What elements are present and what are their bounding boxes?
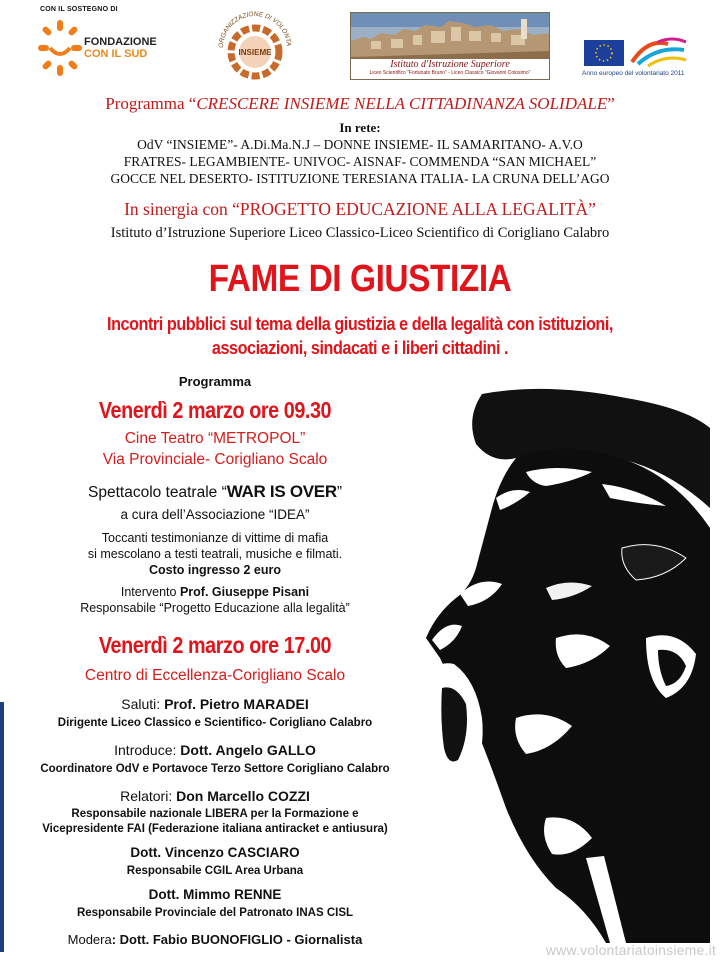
eu-flag-icon [584,40,624,66]
svg-text:ORGANIZZAZIONE DI VOLONTARIATO: ORGANIZZAZIONE DI VOLONTA [217,10,292,49]
event2-date: Venerdì 2 marzo ore 17.00 [98,632,332,658]
istituto-istruzione-superiore-logo [350,12,550,80]
event1-cost: Costo ingresso 2 euro [149,563,281,577]
speaker-renne: Dott. Mimmo RENNE [148,887,282,902]
odv-insieme-logo [205,8,305,84]
event1-curated-by: a cura dell’Associazione “IDEA” [120,507,310,522]
network-line: FRATRES- LEGAMBIENTE- UNIVOC- AISNAF- COMMENDA “SAN MICHAEL” [123,154,597,169]
greetings-role: Dirigente Liceo Classico e Scientifico- Corigliano Calabro [57,717,373,729]
event-subtitle: Incontri pubblici sul tema della giustizia e della legalità con istituzioni, associazioni, sindacati e i liberi cittadini . [107,314,613,358]
fcs-support-text: CON IL SOSTEGNO DI [40,6,118,13]
moderator: Modera: Dott. Fabio BUONOFIGLIO - Giornalista [67,932,363,947]
event1-description: Toccanti testimonianze di vittime di mafia si mescolano a testi teatrali, musiche e filmati. Costo ingresso 2 euro [20,530,410,578]
program-heading: Programma [178,374,252,389]
speaker-renne-role: Responsabile Provinciale del Patronato INAS CISL [76,907,354,919]
fondazione-con-il-sud-logo [34,6,184,82]
eu-year-caption: Anno europeo del volontariato 2011 [582,70,685,77]
network-line: GOCCE NEL DESERTO- ISTITUZIONE TERESIANA ITALIA- LA CRUNA DELL’AGO [110,171,610,186]
institute-line: Istituto d’Istruzione Superiore Liceo Classico-Liceo Scientifico di Corigliano Calabro [110,225,610,241]
programme-title: Programma “CRESCERE INSIEME NELLA CITTADINANZA SOLIDALE” [105,94,615,113]
event-title: FAME DI GIUSTIZIA [208,258,512,300]
event1-date: Venerdì 2 marzo ore 09.30 [98,397,332,423]
european-year-volunteering-logo [582,40,697,80]
network-heading: In rete: [339,120,381,135]
insieme-circle-icon [205,8,305,84]
town-panorama-icon [351,13,550,63]
volunteering-swoosh-icon [628,36,690,68]
screaming-face-photo [396,388,710,943]
speaker-casciaro-role: Responsabile CGIL Area Urbana [126,865,304,877]
website-watermark: www.volontariatoinsieme.it [545,942,716,958]
event2-venue: Centro di Eccellenza-Corigliano Scalo [84,667,346,684]
greetings-speaker: Saluti: Prof. Pietro MARADEI [121,696,309,712]
introduction-role: Coordinatore OdV e Portavoce Terzo Settore Corigliano Calabro [40,763,390,775]
left-edge-bar [0,702,4,952]
synergy-line: In sinergia con “PROGETTO EDUCAZIONE ALLA LEGALITÀ” [124,199,596,219]
event1-venue: Cine Teatro “METROPOL” Via Provinciale- Corigliano Scalo [102,430,328,468]
event1-show: Spettacolo teatrale “WAR IS OVER” [88,482,342,501]
sun-icon [36,18,84,78]
main-speaker-role: Responsabile nazionale LIBERA per la Formazione e Vicepresidente FAI (Federazione italiana antiracket e antiusura) [42,808,388,835]
introduction-speaker: Introduce: Dott. Angelo GALLO [114,742,316,758]
svg-text:INSIEME: INSIEME [238,48,272,57]
event1-speaker: Intervento Prof. Giuseppe Pisani Responsabile “Progetto Educazione alla legalità” [80,585,350,615]
fcs-name: FONDAZIONE CON IL SUD [84,36,157,60]
speaker-casciaro: Dott. Vincenzo CASCIARO [130,845,300,860]
network-line: OdV “INSIEME”- A.Di.Ma.N.J – DONNE INSIEME- IL SAMARITANO- A.V.O [137,137,583,152]
main-speaker: Relatori: Don Marcello COZZI [120,788,310,804]
school-caption: Istituto d'Istruzione Superiore Liceo Scientifico "Fortunato Bruno" - Liceo Classico "Giovanni Colosimo" [351,59,549,79]
